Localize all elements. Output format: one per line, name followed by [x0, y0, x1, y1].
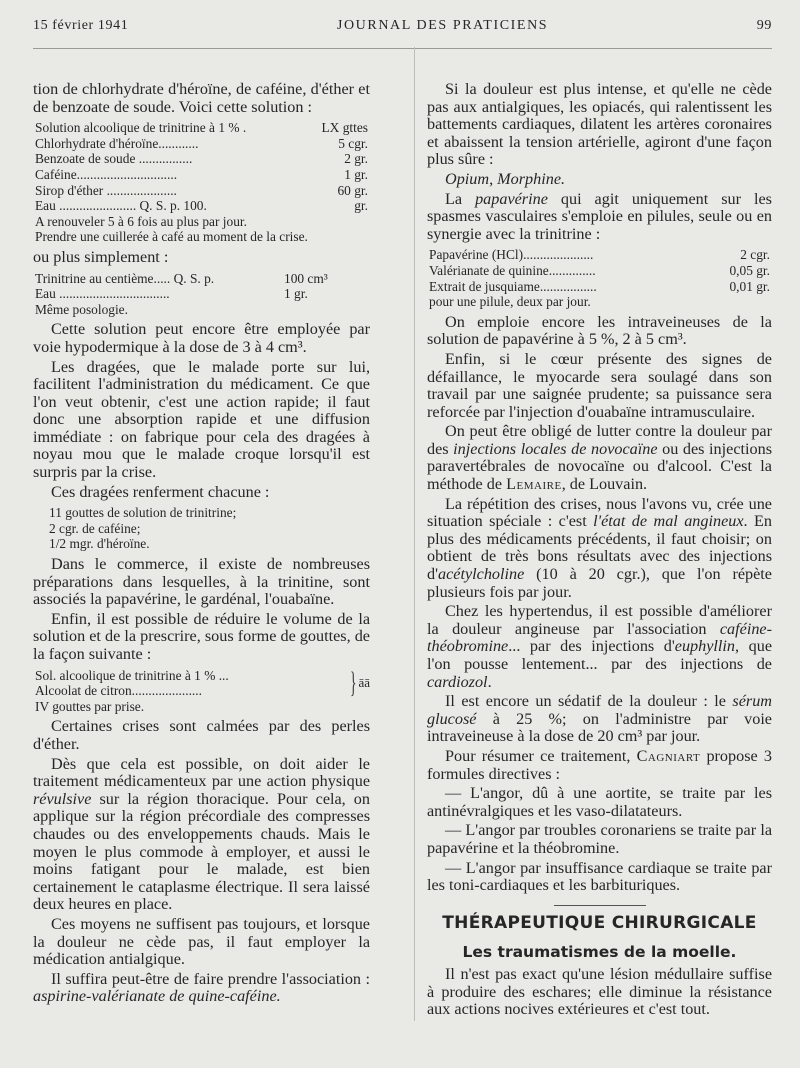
paragraph: — L'angor par troubles coronariens se traite par la papavérine et la théobromine. [427, 821, 772, 857]
formula-row: 11 gouttes de solution de trinitrine; [49, 505, 237, 521]
running-header [33, 18, 772, 49]
paragraph: — L'angor par insuffisance cardiaque se traite par les toni-cardiaques et les barbituriques. [427, 858, 772, 895]
paragraph: La papavérine qui agit uniquement sur les spasmes vasculaires s'emploie en pilules, seule ou en synergie avec la trinitrine : [427, 189, 772, 243]
formula-row: Sirop d'éther ..................... 60 gr. [35, 182, 368, 198]
formula-row: Sol. alcoolique de trinitrine à 1 % ... [35, 667, 229, 683]
right-column [414, 47, 772, 1021]
formula-brace-group [35, 668, 370, 699]
formula-row: Benzoate de soude ................ 2 gr. [35, 151, 368, 167]
section-title: THÉRAPEUTIQUE CHIRURGICALE [442, 912, 757, 933]
dragee-composition [35, 505, 370, 552]
formula-note: Prendre une cuillerée à café au moment de la crise. [35, 229, 308, 245]
paragraph: — L'angor, dû à une aortite, se traite par les antinévralgiques et les vaso-dilatateurs. [427, 784, 772, 820]
paragraph: On peut être obligé de lutter contre la douleur par des injections locales de novocaïne ou des injections paravertébrales de novocaïne ou d'alcool. C'est la méthode de Lemaire, de Louvain. [427, 422, 772, 494]
formula-row: Papavérine (HCl)..................... 2 cgr. [429, 247, 770, 263]
paragraph: La répétition des crises, nous l'avons vu, crée une situation spéciale : c'est l'état de mal angineux. En plus des médicaments précédents, il faut choisir; on obtient de très bons résultats avec des injections d'acétylcholine (10 à 20 cgr.), que l'on répète plusieurs fois par jour. [427, 494, 772, 601]
formula-row: Eau ....................... Q. S. p. 100. gr. [35, 198, 368, 214]
prescription-formula-pill [429, 247, 772, 309]
formula-row: Caféine.............................. 1 gr. [35, 166, 368, 182]
formula-row: Valérianate de quinine.............. 0,05 gr. [429, 262, 770, 278]
paragraph: ou plus simplement : [33, 247, 169, 266]
paragraph: tion de chlorhydrate d'héroïne, de caféine, d'éther et de benzoate de soude. Voici cette solution : [33, 80, 370, 116]
formula-row: Solution alcoolique de trinitrine à 1 % . LX gttes [35, 120, 368, 136]
paragraph: Dans le commerce, il existe de nombreuses préparations dans lesquelles, à la trinitine, sont associés la papavérine, le gardénal, l'ouabaïne. [33, 555, 370, 609]
prescription-formula-2 [35, 271, 370, 318]
paragraph: Il suffira peut-être de faire prendre l'association : aspirine-valérianate de quine-caféine. [33, 969, 370, 1006]
formula-note: A renouveler 5 à 6 fois au plus par jour. [35, 213, 247, 229]
paragraph: Ces dragées renferment chacune : [51, 482, 270, 501]
formula-row: 2 cgr. de caféine; [49, 520, 141, 536]
paragraph: Les dragées, que le malade porte sur lui, facilitent l'administration du médicament. Ce que l'on veut obtenir, c'est une action rapide; il faut donc une absorption rapide et une diffusion immédiate : on fabrique pour cela des dragées à noyau mou que le malade croque lorsqu'il est surpris par la crise. [33, 357, 370, 482]
formula-row: Chlorhydrate d'héroïne............ 5 cgr. [35, 135, 368, 151]
prescription-formula-1 [35, 120, 370, 245]
prescription-formula-drops [35, 668, 370, 715]
formula-aa-mark: āā [358, 675, 370, 691]
paragraph: Dès que cela est possible, on doit aider le traitement médicamenteux par une action physique révulsive sur la région thoracique. Pour cela, on applique sur la région précordiale des compresses chaudes ou des enveloppements chauds. Mais le moyen le plus commode à employer, et aussi le moins fatigant pour le malade, est bien certainement le cataplasme électrique. Il sera laissé deux heures en place. [33, 754, 370, 914]
formula-row: Alcoolat de citron..................... [35, 683, 202, 699]
paragraph: Ces moyens ne suffisent pas toujours, et lorsque la douleur ne cède pas, il faut employer la médication antialgique. [33, 914, 370, 969]
paragraph: On emploie encore les intraveineuses de la solution de papavérine à 5 %, 2 à 5 cm³. [427, 312, 772, 349]
paragraph: Il est encore un sédatif de la douleur : le sérum glucosé à 25 %; on l'administre par voie intraveineuse à la dose de 20 cm³ par jour. [427, 692, 772, 746]
formula-row: 1/2 mgr. d'héroïne. [49, 536, 150, 552]
header-page-number: 99 [756, 18, 772, 33]
text-columns [33, 81, 772, 1021]
paragraph: Pour résumer ce traitement, Cagniart propose 3 formules directives : [427, 746, 772, 783]
paragraph: Cette solution peut encore être employée par voie hypodermique à la dose de 3 à 4 cm³. [33, 320, 370, 356]
section-divider [554, 905, 646, 906]
formula-note: IV gouttes par prise. [35, 698, 145, 714]
formula-note: pour une pilule, deux par jour. [429, 294, 591, 310]
formula-note: Même posologie. [35, 301, 128, 317]
subsection-title: Les traumatismes de la moelle. [462, 943, 737, 962]
paragraph: Chez les hypertendus, il est possible d'améliorer la douleur angineuse par l'association caféine-théobromine... par des injections d'euphyllin, que l'on pousse lentement... par des injections de cardiozol. [427, 602, 773, 691]
paragraph: Enfin, il est possible de réduire le volume de la solution et de la prescrire, sous forme de gouttes, de la façon suivante : [33, 609, 370, 663]
formula-row: Trinitrine au centième..... Q. S. p. 100 cm³ [35, 270, 328, 286]
left-column [33, 81, 370, 1021]
paragraph: Enfin, si le cœur présente des signes de défaillance, le myocarde sera soulagé dans son travail par une saignée prudente; sa puissance sera reforcée par l'injection d'ouabaïne intramusculaire. [427, 349, 772, 421]
formula-row: Eau ................................. 1 gr. [35, 286, 308, 302]
header-journal-title: JOURNAL DES PRATICIENS [336, 18, 549, 33]
header-date: 15 février 1941 [33, 18, 129, 33]
formula-row: Extrait de jusquiame................. 0,01 gr. [429, 278, 770, 294]
brace-symbol: } [350, 666, 357, 700]
paragraph: Il n'est pas exact qu'une lésion médullaire suffise à produire des eschares; elle diminue la résistance aux actions nocives extérieures et c'est tout. [427, 964, 772, 1019]
paragraph: Certaines crises sont calmées par des perles d'éther. [33, 717, 370, 753]
paragraph: Si la douleur est plus intense, et qu'elle ne cède pas aux antialgiques, les opiacés, qui ralentissent les battements cardiaques, dilatent les artères coronaires et abaissent la tension artérielle, agiront d'une façon plus sûre : [427, 80, 772, 169]
paragraph: Opium, Morphine. [445, 169, 566, 188]
